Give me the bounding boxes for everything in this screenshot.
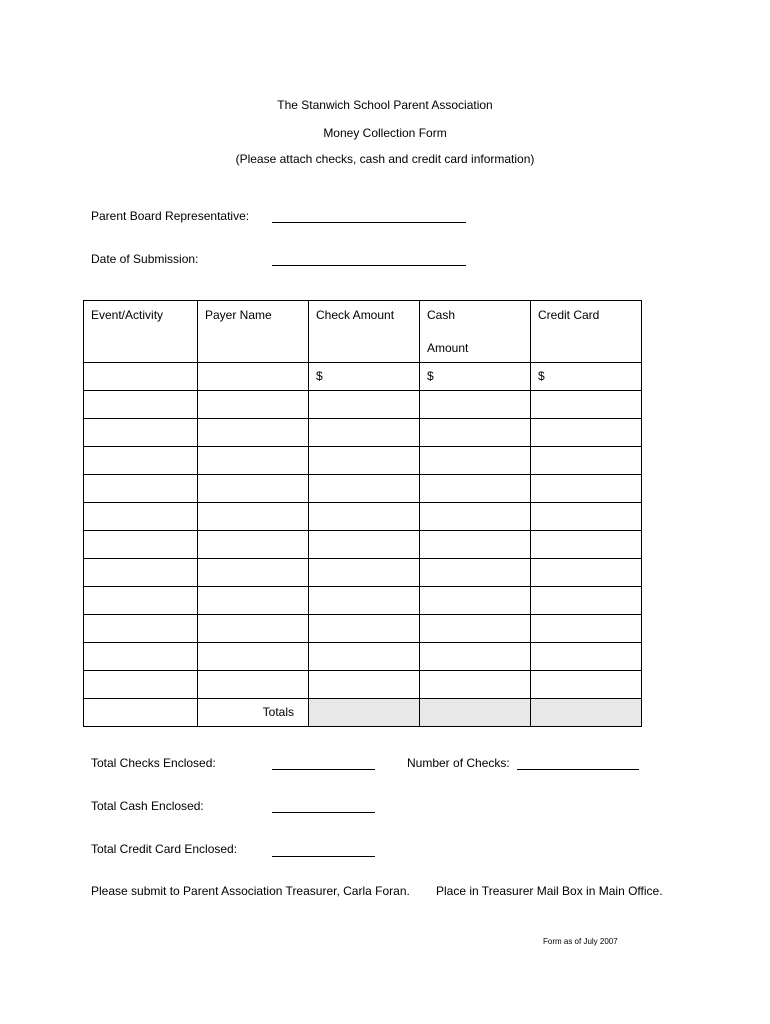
cell-payer[interactable]	[198, 615, 309, 643]
cell-credit[interactable]	[531, 475, 642, 503]
cell-event	[84, 699, 198, 727]
cell-credit[interactable]	[531, 419, 642, 447]
cell-event[interactable]	[84, 671, 198, 699]
cell-event[interactable]	[84, 531, 198, 559]
cell-payer[interactable]	[198, 391, 309, 419]
cell-event[interactable]	[84, 419, 198, 447]
cell-event[interactable]	[84, 559, 198, 587]
currency-symbol: $	[427, 369, 434, 383]
cell-check[interactable]	[309, 559, 420, 587]
cell-check[interactable]	[309, 447, 420, 475]
cell-event[interactable]	[84, 587, 198, 615]
table-row	[84, 587, 642, 615]
cash-label: Total Cash Enclosed:	[91, 799, 204, 813]
table-row	[84, 475, 642, 503]
cell-credit[interactable]	[531, 531, 642, 559]
table-header-row	[84, 301, 642, 363]
totals-row	[84, 699, 642, 727]
table-row	[84, 531, 642, 559]
instruction-text: (Please attach checks, cash and credit card information)	[235, 152, 535, 166]
form-date: Form as of July 2007	[543, 937, 618, 946]
cell-credit[interactable]	[531, 559, 642, 587]
num-checks-label: Number of Checks:	[407, 756, 510, 770]
cell-payer[interactable]	[198, 503, 309, 531]
cell-payer[interactable]	[198, 559, 309, 587]
col-payer: Payer Name	[198, 301, 309, 363]
table-row	[84, 671, 642, 699]
cell-payer[interactable]	[198, 531, 309, 559]
col-event: Event/Activity	[84, 301, 198, 363]
cell-event[interactable]	[84, 363, 198, 391]
rep-input-line[interactable]	[272, 222, 466, 223]
cell-cash[interactable]	[420, 643, 531, 671]
org-title: The Stanwich School Parent Association	[277, 98, 493, 112]
table-row	[84, 447, 642, 475]
cell-cash[interactable]	[420, 671, 531, 699]
col-credit: Credit Card	[531, 301, 642, 363]
table-row	[84, 503, 642, 531]
cell-cash[interactable]	[420, 615, 531, 643]
cell-check[interactable]	[309, 391, 420, 419]
total-check-cell[interactable]	[309, 699, 420, 727]
table-row	[84, 363, 642, 391]
cell-event[interactable]	[84, 643, 198, 671]
cell-event[interactable]	[84, 447, 198, 475]
credit-label: Total Credit Card Enclosed:	[91, 842, 238, 856]
cell-payer[interactable]	[198, 419, 309, 447]
cell-credit[interactable]	[531, 503, 642, 531]
checks-input-line[interactable]	[272, 769, 375, 770]
cell-credit[interactable]	[531, 447, 642, 475]
form-title: Money Collection Form	[323, 126, 447, 140]
currency-symbol: $	[538, 369, 545, 383]
cell-check[interactable]	[309, 671, 420, 699]
col-check: Check Amount	[309, 301, 420, 363]
cell-cash[interactable]	[420, 587, 531, 615]
col-cash: Cash Amount	[420, 301, 531, 363]
cell-check[interactable]	[309, 531, 420, 559]
cell-check[interactable]	[309, 615, 420, 643]
cell-event[interactable]	[84, 615, 198, 643]
table-row	[84, 391, 642, 419]
total-credit-cell[interactable]	[531, 699, 642, 727]
cell-cash[interactable]	[420, 503, 531, 531]
currency-symbol: $	[316, 369, 323, 383]
num-checks-input-line[interactable]	[517, 769, 639, 770]
cell-check[interactable]	[309, 475, 420, 503]
cell-event[interactable]	[84, 391, 198, 419]
cell-check[interactable]	[309, 363, 420, 391]
cell-payer[interactable]	[198, 363, 309, 391]
cell-cash[interactable]	[420, 391, 531, 419]
cell-cash[interactable]	[420, 363, 531, 391]
cell-check[interactable]	[309, 503, 420, 531]
totals-label: Totals	[198, 699, 309, 727]
cell-event[interactable]	[84, 503, 198, 531]
mailbox-note: Place in Treasurer Mail Box in Main Office.	[436, 884, 663, 898]
cell-cash[interactable]	[420, 531, 531, 559]
credit-input-line[interactable]	[272, 856, 375, 857]
cell-event[interactable]	[84, 475, 198, 503]
cell-payer[interactable]	[198, 587, 309, 615]
cell-credit[interactable]	[531, 615, 642, 643]
cell-cash[interactable]	[420, 419, 531, 447]
cell-check[interactable]	[309, 419, 420, 447]
table-row	[84, 643, 642, 671]
cell-cash[interactable]	[420, 447, 531, 475]
cell-credit[interactable]	[531, 587, 642, 615]
submit-note: Please submit to Parent Association Treasurer, Carla Foran.	[91, 884, 410, 898]
money-collection-table	[83, 300, 642, 727]
total-cash-cell[interactable]	[420, 699, 531, 727]
cell-payer[interactable]	[198, 643, 309, 671]
date-input-line[interactable]	[272, 265, 466, 266]
table-row	[84, 615, 642, 643]
cell-credit[interactable]	[531, 391, 642, 419]
cell-cash[interactable]	[420, 475, 531, 503]
cell-credit[interactable]	[531, 643, 642, 671]
cell-cash[interactable]	[420, 559, 531, 587]
table-row	[84, 559, 642, 587]
cash-input-line[interactable]	[272, 812, 375, 813]
cell-payer[interactable]	[198, 475, 309, 503]
cell-payer[interactable]	[198, 671, 309, 699]
cell-check[interactable]	[309, 643, 420, 671]
cell-credit[interactable]	[531, 671, 642, 699]
cell-check[interactable]	[309, 587, 420, 615]
date-label: Date of Submission:	[91, 252, 199, 266]
cell-payer[interactable]	[198, 447, 309, 475]
rep-label: Parent Board Representative:	[91, 209, 250, 223]
table-row	[84, 419, 642, 447]
cell-credit[interactable]	[531, 363, 642, 391]
checks-label: Total Checks Enclosed:	[91, 756, 216, 770]
